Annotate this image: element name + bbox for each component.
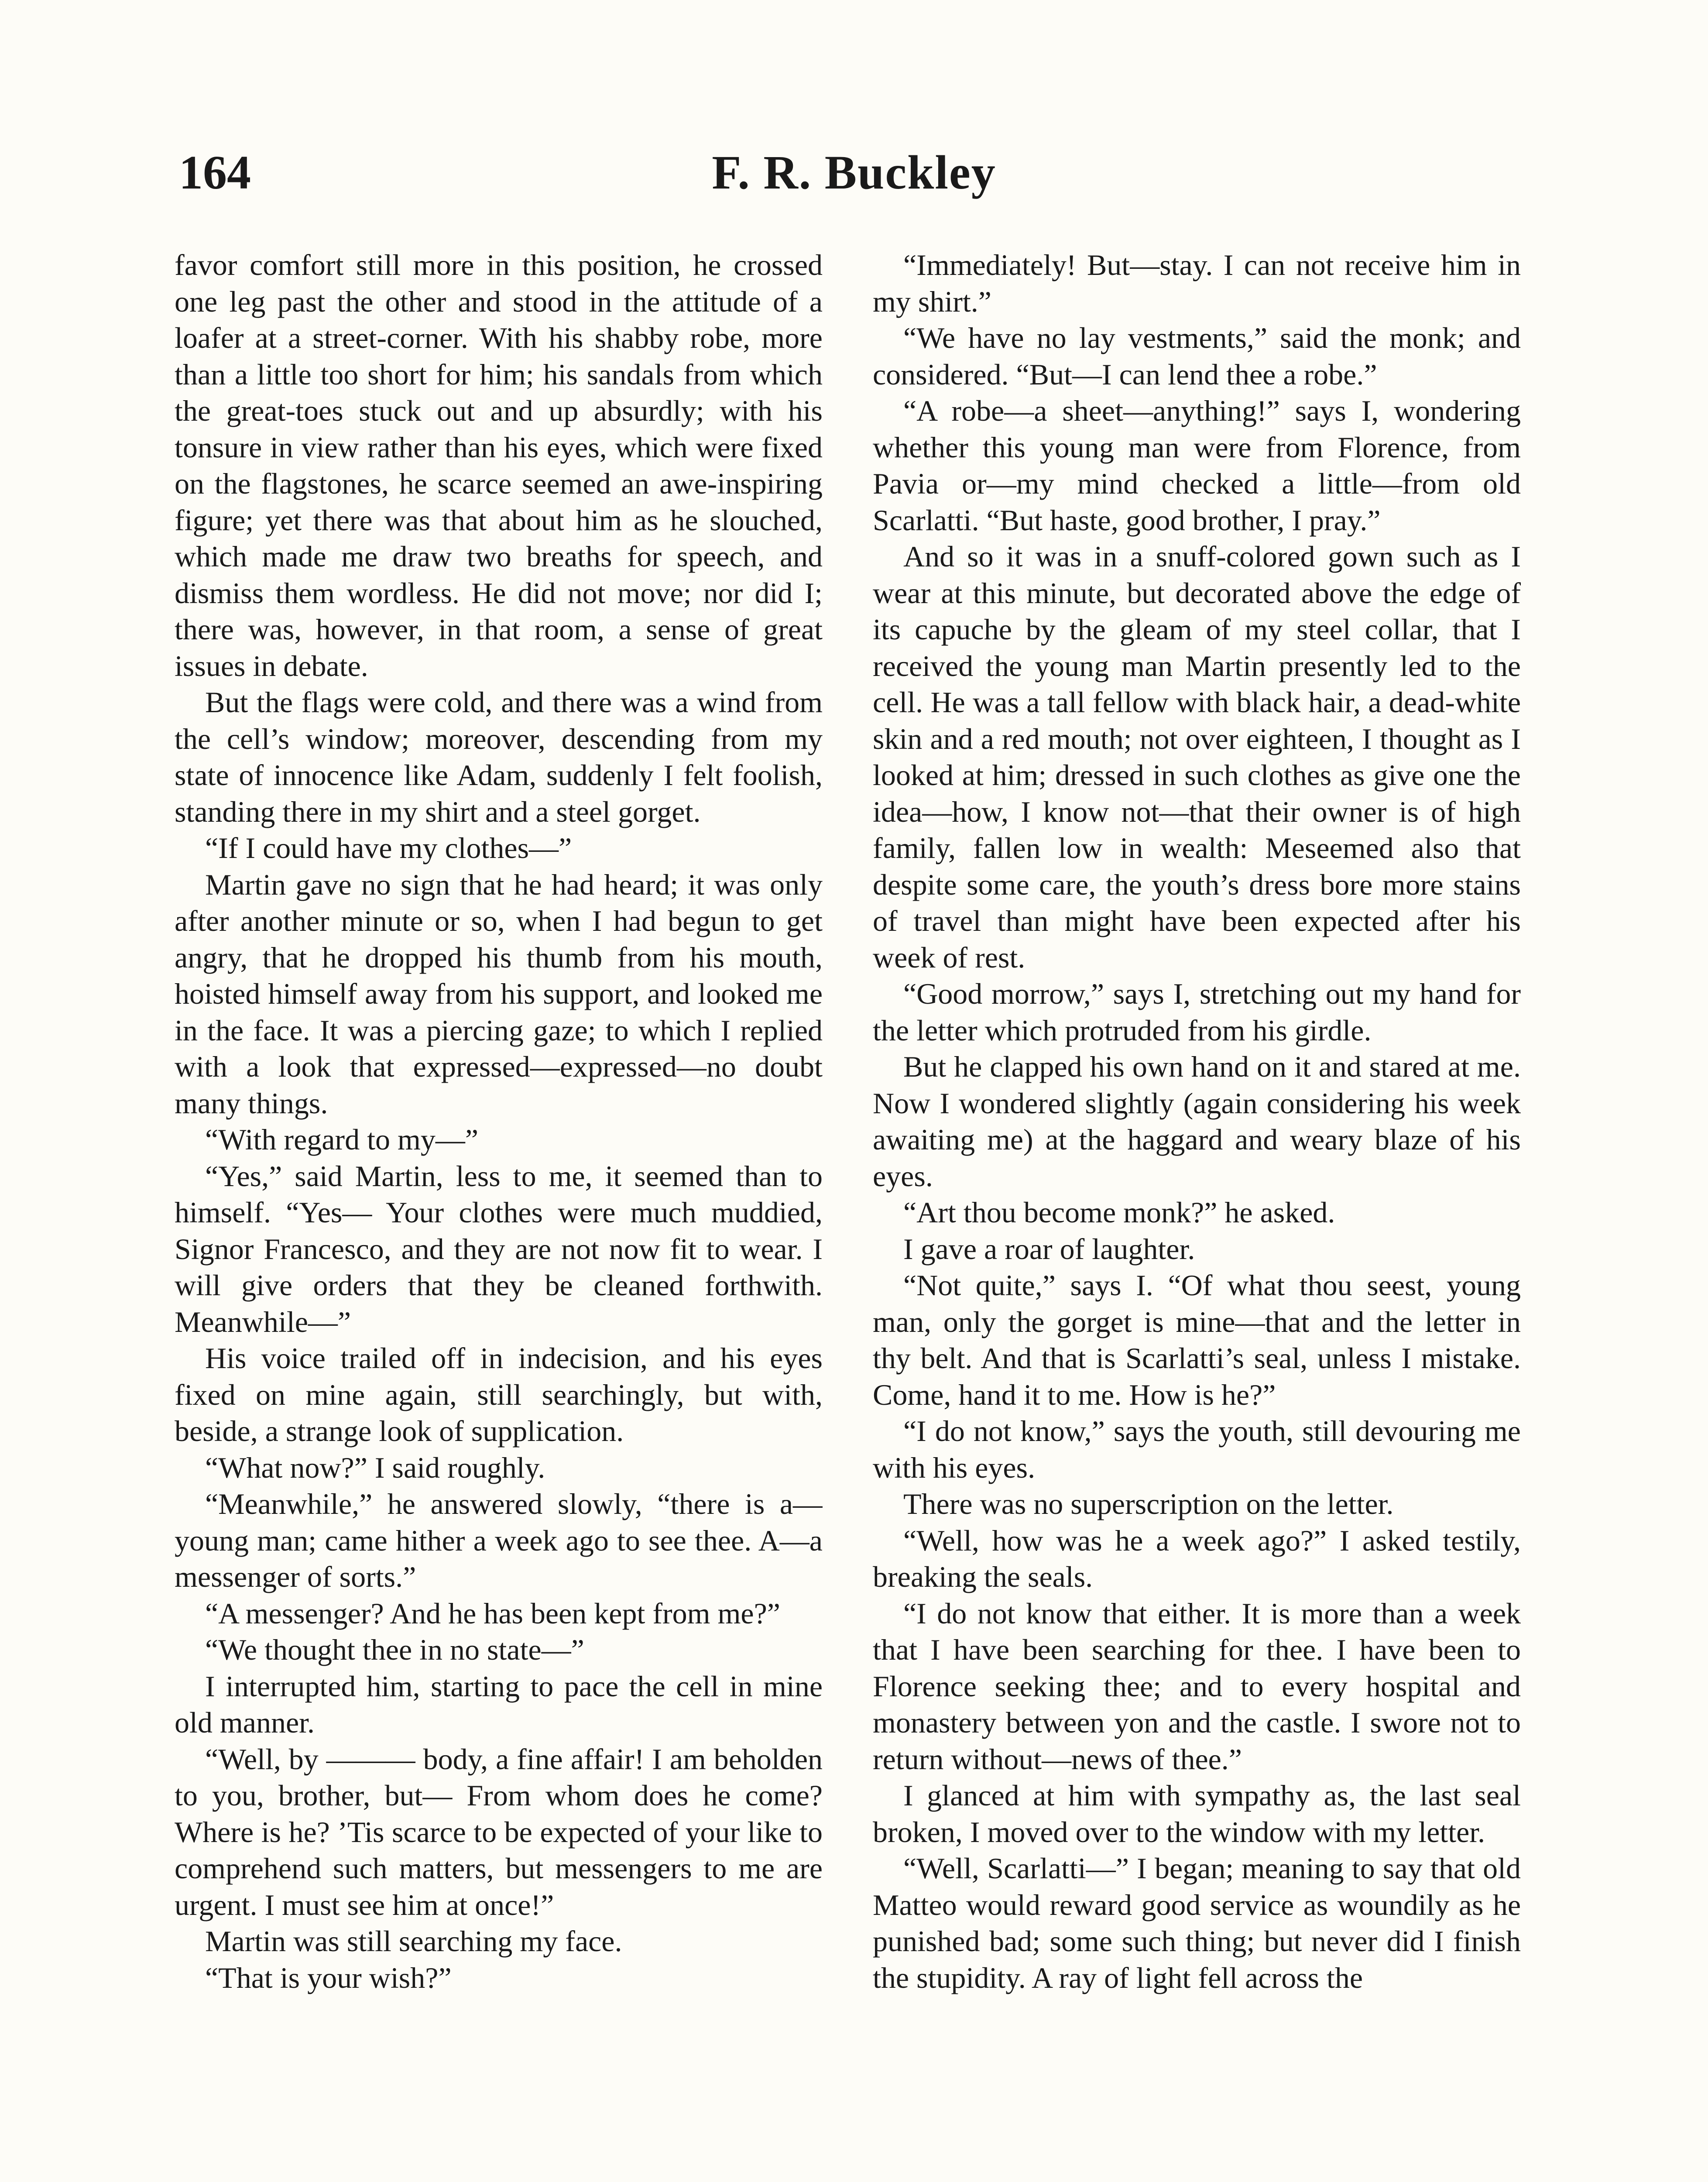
paragraph: “Meanwhile,” he answered slowly, “there is a—young man; came hither a week ago to see thee. A—a messenger of sorts.” — [175, 1487, 823, 1593]
right-column — [873, 247, 1521, 2182]
paragraph: But the flags were cold, and there was a wind from the cell’s window; moreover, descending from my state of innocence like Adam, suddenly I felt foolish, standing there in my shirt and a steel gorget. — [175, 686, 823, 828]
paragraph: “A messenger? And he has been kept from me?” — [205, 1596, 780, 1630]
paragraph: I interrupted him, starting to pace the cell in mine old manner. — [175, 1669, 823, 1739]
paragraph: “I do not know,” says the youth, still devouring me with his eyes. — [873, 1414, 1521, 1484]
paragraph: “Well, by ——— body, a fine affair! I am beholden to you, brother, but— From whom does he come? Where is he? ’Tis scarce to be expected of your like to comprehend such matters, but messengers to me are urgent. I must see him at once!” — [175, 1742, 823, 1921]
paragraph: And so it was in a snuff-colored gown such as I wear at this minute, but decorated above the edge of its capuche by the gleam of my steel collar, that I received the young man Martin presently led to the cell. He was a tall fellow with black hair, a dead-white skin and a red mouth; not over eighteen, I thought as I looked at him; dressed in such clothes as give one the idea—how, I know not—that their owner is of high family, fallen low in wealth: Meseemed also that despite some care, the youth’s dress bore more stains of travel than might have been expected after his week of rest. — [873, 540, 1521, 974]
paragraph: “Not quite,” says I. “Of what thou seest, young man, only the gorget is mine—that and the letter in thy belt. And that is Scarlatti’s seal, unless I mistake. Come, hand it to me. How is he?” — [873, 1269, 1521, 1411]
paragraph: “What now?” I said roughly. — [205, 1451, 545, 1484]
paragraph: “With regard to my—” — [205, 1123, 479, 1156]
paragraph: favor comfort still more in this position, he crossed one leg past the other and stood in the attitude of a loafer at a street-corner. With his shabby robe, more than a little too short for him; his sandals from which the great-toes stuck out and up absurdly; with his tonsure in view rather than his eyes, which were fixed on the flagstones, he scarce seemed an awe-inspiring figure; yet there was that about him as he slouched, which made me draw two breaths for speech, and dismiss them wordless. He did not move; nor did I; there was, however, in that room, a sense of great issues in debate. — [175, 248, 823, 683]
paragraph: “Good morrow,” says I, stretching out my hand for the letter which protruded from his girdle. — [873, 977, 1521, 1047]
paragraph: His voice trailed off in indecision, and his eyes fixed on mine again, still searchingly, but with, beside, a strange look of supplication. — [175, 1341, 823, 1448]
paragraph: “We have no lay vestments,” said the monk; and considered. “But—I can lend thee a robe.” — [873, 321, 1521, 391]
left-column — [175, 247, 823, 2182]
paragraph: There was no superscription on the letter. — [903, 1487, 1394, 1520]
paragraph: “A robe—a sheet—anything!” says I, wondering whether this young man were from Florence, from Pavia or—my mind checked a little—from old Scarlatti. “But haste, good brother, I pray.” — [873, 394, 1521, 537]
paragraph: “That is your wish?” — [205, 1961, 452, 1994]
running-head: F. R. Buckley — [712, 146, 996, 199]
paragraph: I gave a roar of laughter. — [903, 1232, 1195, 1266]
paragraph: “We thought thee in no state—” — [205, 1633, 584, 1666]
paragraph: “If I could have my clothes—” — [205, 831, 572, 865]
paragraph: “Well, Scarlatti—” I began; meaning to say that old Matteo would reward good service as woundily as he punished bad; some such thing; but never did I finish the stupidity. A ray of light fell across the — [873, 1852, 1521, 1994]
page-number: 164 — [179, 146, 251, 199]
paragraph: “Yes,” said Martin, less to me, it seemed than to himself. “Yes— Your clothes were much muddied, Signor Francesco, and they are not now fit to wear. I will give orders that they be cleaned forthwith. Meanwhile—” — [175, 1159, 823, 1338]
paragraph: “Well, how was he a week ago?” I asked testily, breaking the seals. — [873, 1523, 1521, 1593]
paragraph: “Art thou become monk?” he asked. — [903, 1196, 1335, 1229]
paragraph: I glanced at him with sympathy as, the last seal broken, I moved over to the window with my letter. — [873, 1779, 1521, 1849]
paragraph: Martin was still searching my face. — [205, 1925, 622, 1958]
paragraph: But he clapped his own hand on it and stared at me. Now I wondered slightly (again considering his week awaiting me) at the haggard and weary blaze of his eyes. — [873, 1050, 1521, 1193]
paragraph: Martin gave no sign that he had heard; it was only after another minute or so, when I had begun to get angry, that he dropped his thumb from his mouth, hoisted himself away from his support, and looked me in the face. It was a piercing gaze; to which I replied with a look that expressed—expressed—no doubt many things. — [175, 868, 823, 1120]
paragraph: “Immediately! But—stay. I can not receive him in my shirt.” — [873, 248, 1521, 318]
paragraph: “I do not know that either. It is more than a week that I have been searching for thee. I have been to Florence seeking thee; and to every hospital and monastery between yon and the castle. I swore not to return without—news of thee.” — [873, 1596, 1521, 1776]
